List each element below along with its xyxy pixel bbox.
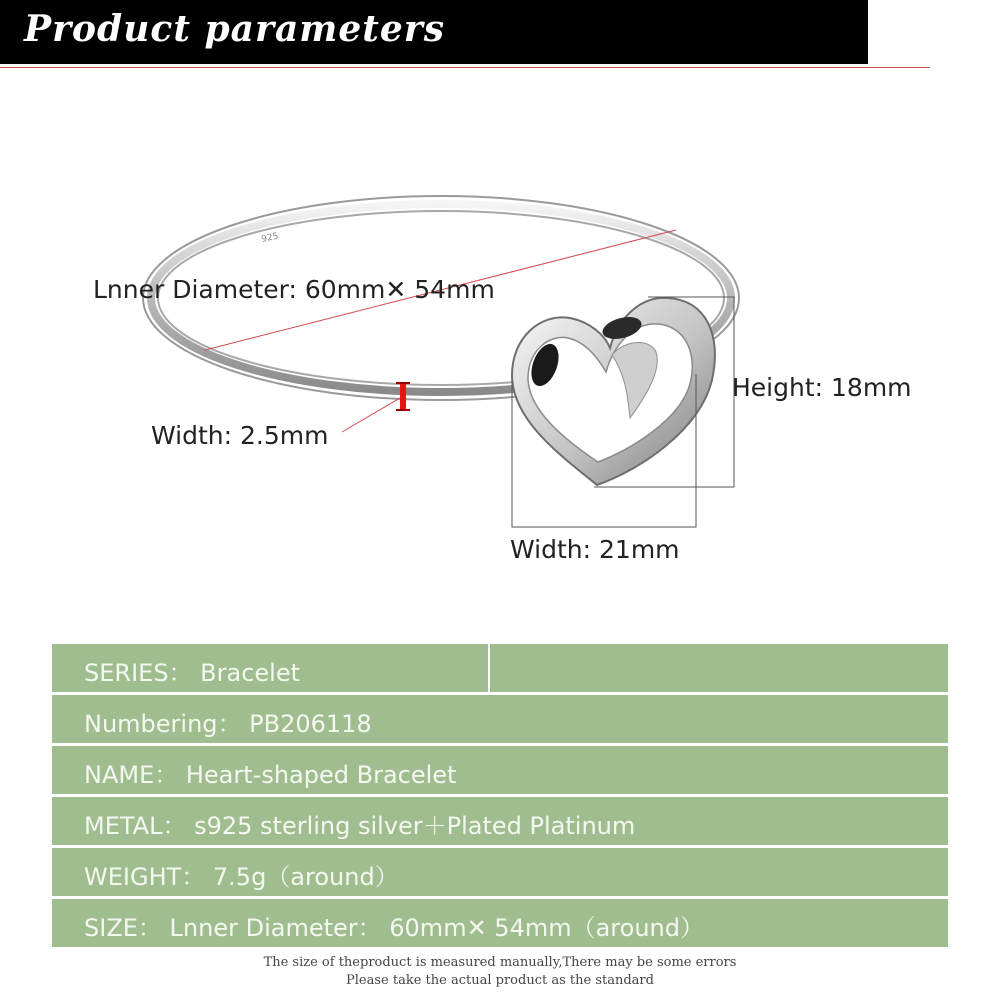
footnote-line-2: Please take the actual product as the standard (346, 973, 654, 988)
header-divider (0, 67, 930, 68)
band-width-marker (400, 383, 406, 410)
spec-series: SERIES： Bracelet (84, 659, 301, 687)
footnote-line-1: The size of theproduct is measured manually,There may be some errors (263, 955, 737, 970)
band-width-leader (342, 398, 400, 432)
table-row (52, 746, 948, 794)
spec-weight: WEIGHT： 7.5g（around） (84, 863, 399, 891)
heart-height-label: Height: 18mm (732, 373, 912, 402)
table-row (52, 644, 948, 692)
engraving-mark: 925 (260, 231, 280, 245)
heart-charm (512, 298, 715, 485)
inner-diameter-label: Lnner Diameter: 60mm✕ 54mm (93, 275, 495, 304)
product-diagram (0, 80, 1000, 640)
header-banner (0, 0, 868, 64)
page-title: Product parameters (24, 8, 446, 50)
bracelet-illustration (0, 80, 1000, 640)
band-width-label: Width: 2.5mm (151, 421, 329, 450)
table-row (52, 695, 948, 743)
heart-width-label: Width: 21mm (510, 535, 680, 564)
table-row (52, 899, 948, 947)
table-row (52, 797, 948, 845)
cell-divider (488, 644, 490, 692)
table-row (52, 848, 948, 896)
spec-table (52, 644, 948, 950)
spec-metal: METAL： s925 sterling silver＋Plated Platinum (84, 812, 636, 840)
spec-name: NAME： Heart-shaped Bracelet (84, 761, 457, 789)
spec-numbering: Numbering： PB206118 (84, 710, 372, 738)
spec-size: SIZE： Lnner Diameter： 60mm✕ 54mm（around） (84, 914, 704, 942)
